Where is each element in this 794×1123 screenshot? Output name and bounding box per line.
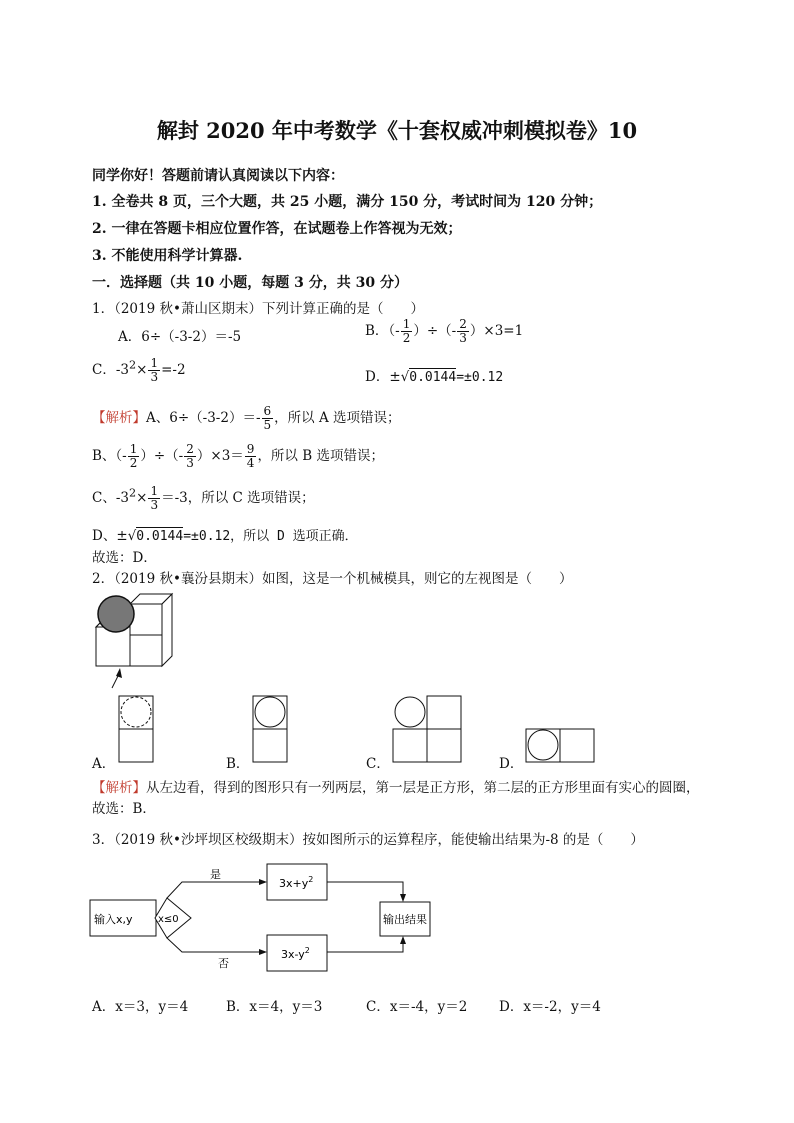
flow-input-text: 输入x,y	[94, 913, 133, 926]
q3-option-b: B．x＝4，y＝3	[226, 999, 323, 1015]
q2-option-a-figure	[118, 695, 154, 763]
q2-label-c: C．	[366, 756, 390, 772]
analysis-label: 【解析】	[92, 410, 146, 426]
q2-option-c-figure	[392, 695, 462, 763]
flow-condition-text: x≤0	[158, 914, 179, 925]
q1-stem: 1．（2019 秋•萧山区期末）下列计算正确的是（ ）	[92, 301, 424, 317]
q1-option-c: C．$-3^2\times$ $\frac{1}{3}$ =-2	[92, 356, 186, 384]
q2-option-b-figure	[252, 695, 288, 763]
q1-answer: 故选：D．	[92, 550, 157, 566]
flow-output-text: 输出结果	[383, 913, 427, 926]
q3-option-d: D．x＝-2，y＝4	[499, 999, 601, 1015]
q1-analysis-b: B、（- $\frac{1}{2}$ ）÷（- $\frac{2}{3}$ ）×3＝ $\frac{9}{4}$ ，所以 B 选项错误；	[92, 442, 384, 470]
section-heading: 一．选择题（共 10 小题，每题 3 分，共 30 分）	[92, 275, 408, 291]
flowchart	[85, 860, 445, 978]
intro-rule-2: 2. 一律在答题卡相应位置作答，在试题卷上作答视为无效；	[92, 221, 462, 237]
q1-analysis-d: D、±√0.0144=±0.12，所以 D 选项正确．	[92, 528, 358, 544]
q1-analysis-c: C、$-3^2\times$ $\frac{1}{3}$ ＝-3，所以 C 选项错误；	[92, 484, 315, 512]
q2-label-b: B．	[226, 756, 250, 772]
q2-label-d: D．	[499, 756, 524, 772]
q1-option-d: D．±√0.0144=±0.12	[365, 369, 504, 385]
flow-top-text: $3x+y^2$	[279, 875, 314, 890]
q3-option-c: C．x＝-4，y＝2	[366, 999, 468, 1015]
q2-analysis: 【解析】从左边看，得到的图形只有一列两层，第一层是正方形，第二层的正方形里面有实心的圆圈，	[92, 780, 700, 796]
q2-stem: 2．（2019 秋•襄汾县期末）如图，这是一个机械模具，则它的左视图是（ ）	[92, 571, 573, 587]
intro-rule-3: 3. 不能使用科学计算器.	[92, 248, 243, 264]
q3-option-a: A．x＝3，y＝4	[92, 999, 189, 1015]
q2-answer: 故选：B．	[92, 801, 156, 817]
flow-yes-label: 是	[210, 868, 221, 881]
q2-label-a: A．	[92, 756, 116, 772]
intro-rule-1: 1. 全卷共 8 页，三个大题，共 25 小题，满分 150 分，考试时间为 120 分钟；	[92, 194, 603, 210]
mold-figure	[92, 590, 182, 690]
q1-option-a: A．6÷（-3-2）＝-5	[118, 329, 242, 345]
q1-option-b: B．（- $\frac{1}{2}$ ）÷（- $\frac{2}{3}$ ）×3=1	[365, 317, 524, 345]
q3-stem: 3．（2019 秋•沙坪坝区校级期末）按如图所示的运算程序，能使输出结果为-8 的是（ ）	[92, 832, 644, 848]
analysis-label: 【解析】	[92, 780, 146, 796]
intro-greeting: 同学你好！答题前请认真阅读以下内容：	[92, 168, 344, 184]
flow-bottom-text: $3x-y^2$	[281, 946, 310, 961]
q1-analysis-a: 【解析】A、6÷（-3-2）＝- $\frac{6}{5}$ ，所以 A 选项错误；	[92, 404, 401, 432]
q2-option-d-figure	[525, 728, 595, 763]
flow-no-label: 否	[218, 957, 229, 970]
page-title: 解封 2020 年中考数学《十套权威冲刺模拟卷》10	[156, 118, 638, 143]
